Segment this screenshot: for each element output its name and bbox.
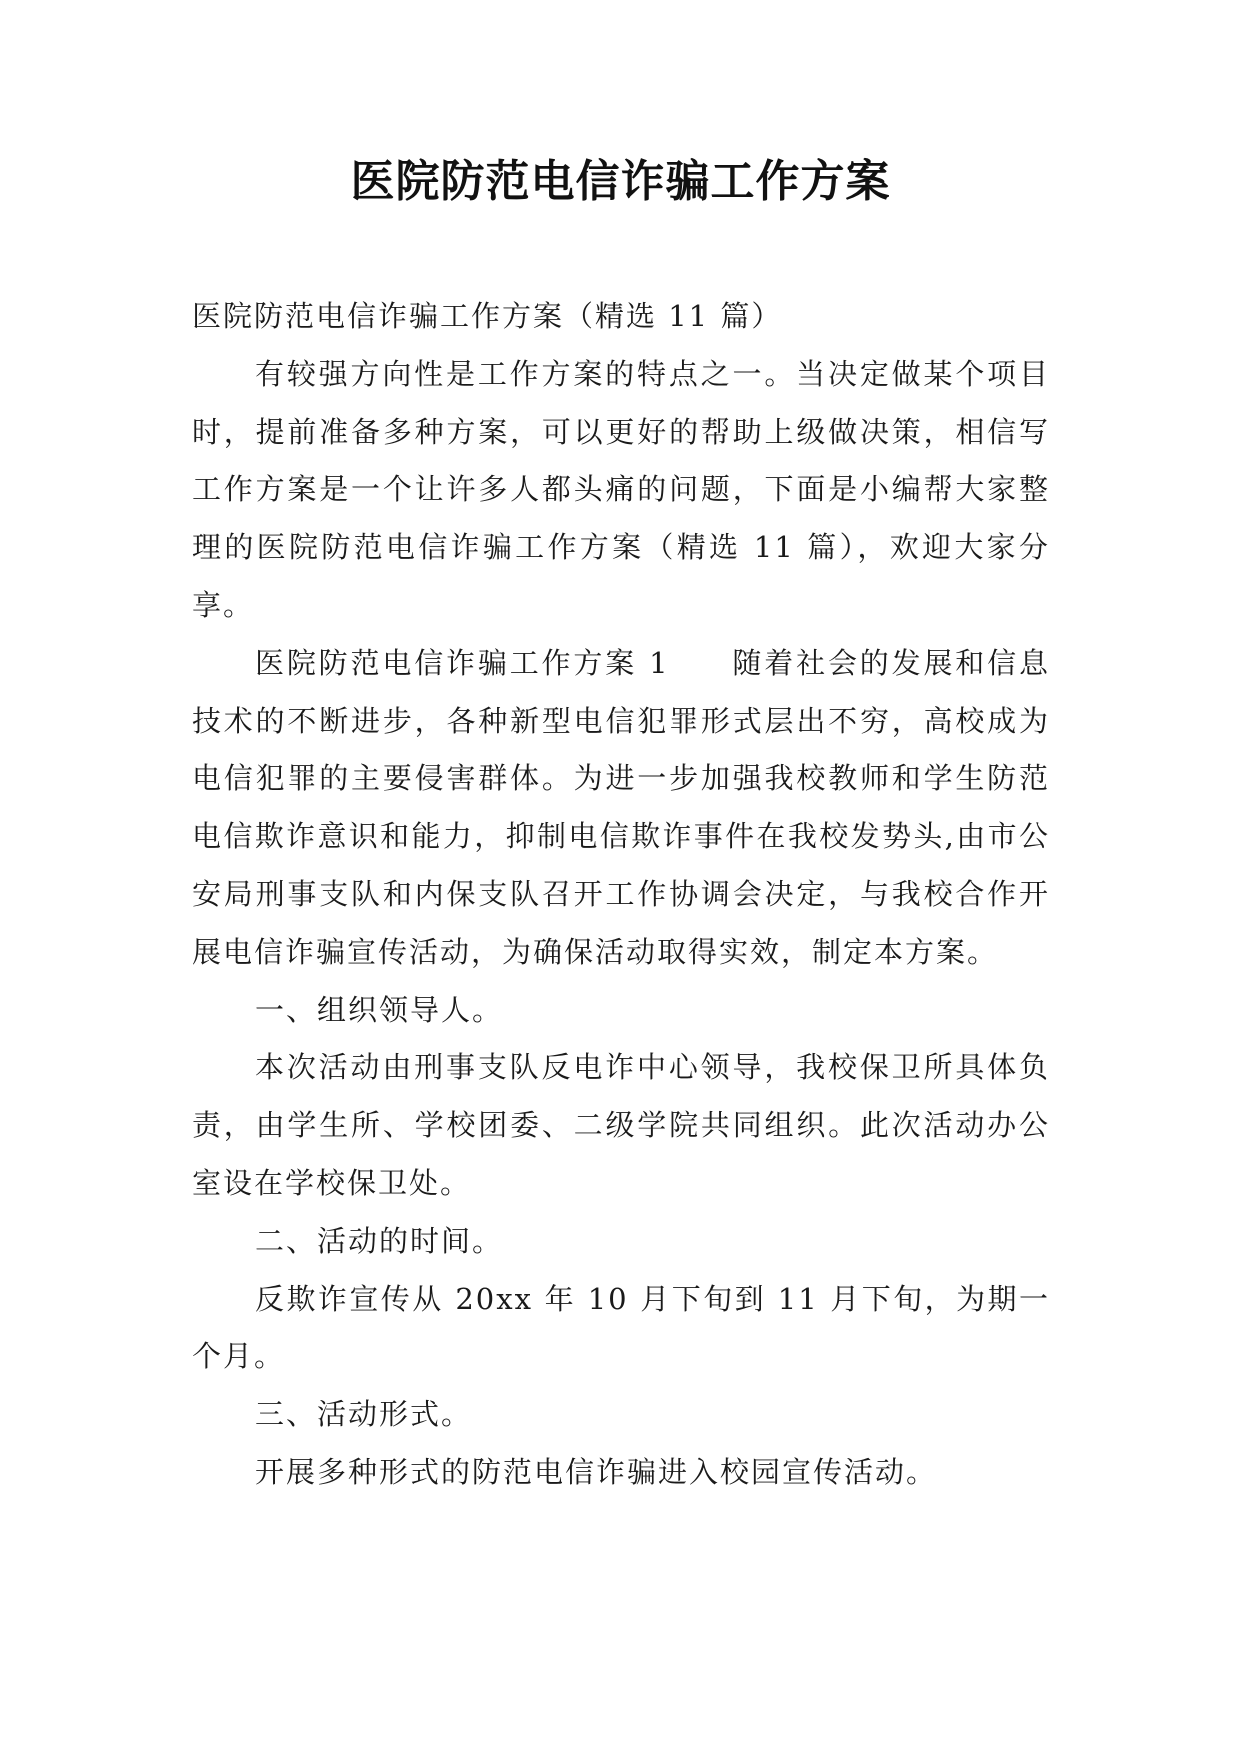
item-1-heading: 一、组织领导人。	[255, 992, 504, 1027]
item-3-body: 开展多种形式的防范电信诈骗进入校园宣传活动。	[255, 1454, 938, 1489]
section-1-body: 随着社会的发展和信息技术的不断进步，各种新型电信犯罪形式层出不穷，高校成为电信犯罪的主要侵害群体。为进一步加强我校教师和学生防范电信欺诈意识和能力，抑制电信欺诈事件在我校发势头,由市公安局刑事支队和内保支队召开工作协调会决定，与我校合作开展电信诈骗宣传活动，为确保活动取得实效，制定本方案。	[192, 645, 1050, 969]
section-1-paragraph	[192, 635, 1050, 982]
document-title: 医院防范电信诈骗工作方案	[350, 156, 891, 207]
document-subtitle: 医院防范电信诈骗工作方案（精选 11 篇）	[192, 299, 783, 333]
item-1-body: 本次活动由刑事支队反电诈中心领导，我校保卫所具体负责，由学生所、学校团委、二级学院共同组织。此次活动办公室设在学校保卫处。	[192, 1050, 1050, 1200]
item-3-heading: 三、活动形式。	[255, 1397, 473, 1432]
item-2-body: 反欺诈宣传从 20xx 年 10 月下旬到 11 月下旬，为期一个月。	[192, 1281, 1050, 1374]
section-1-heading: 医院防范电信诈骗工作方案 1	[255, 645, 670, 680]
document-body	[192, 288, 1050, 1502]
intro-paragraph: 有较强方向性是工作方案的特点之一。当决定做某个项目时，提前准备多种方案，可以更好的帮助上级做决策，相信写工作方案是一个让许多人都头痛的问题，下面是小编帮大家整理的医院防范电信诈骗工作方案（精选 11 篇），欢迎大家分享。	[192, 356, 1050, 622]
item-2-heading: 二、活动的时间。	[255, 1223, 504, 1258]
